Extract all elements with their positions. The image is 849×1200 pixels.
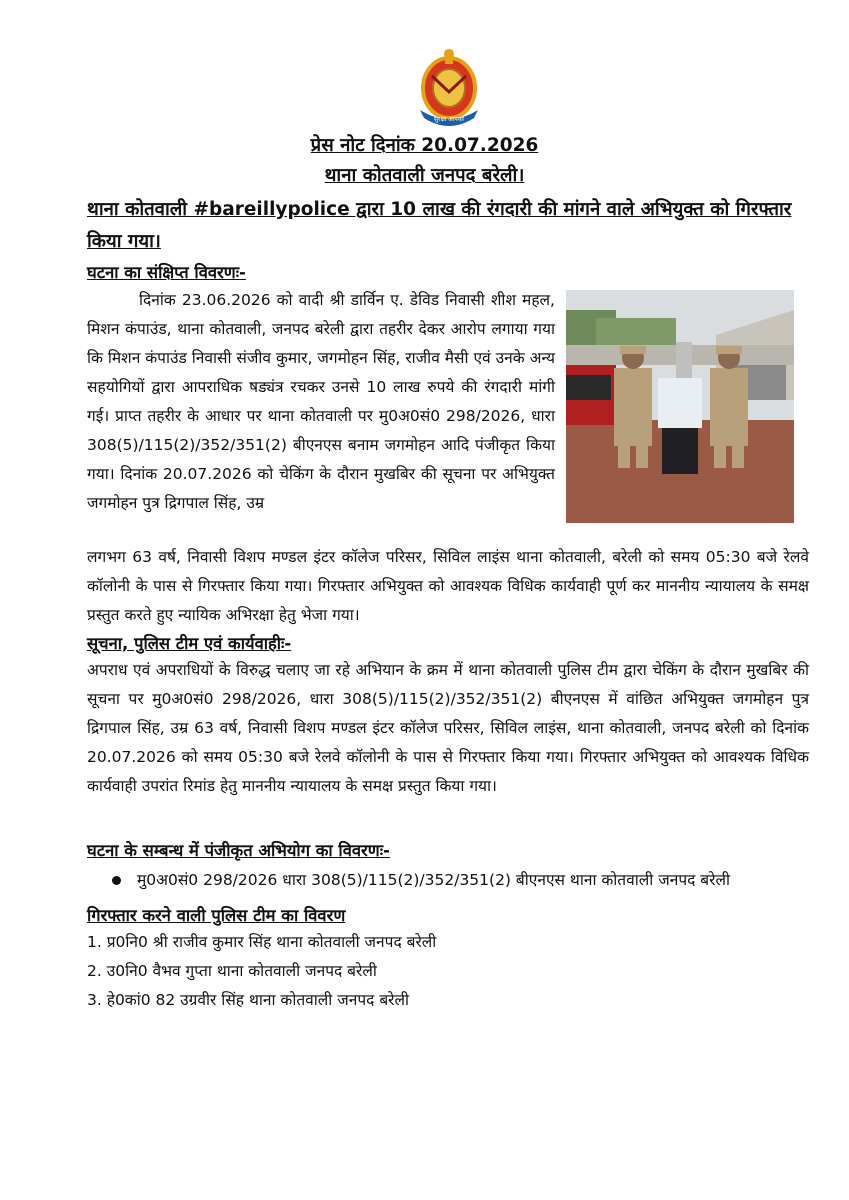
emblem-motto: सुरक्षा आपका [434,116,464,123]
police-station-title: थाना कोतवाली जनपद बरेली। [324,165,525,186]
team-list [87,928,436,1015]
incident-section-title: घटना का संक्षिप्त विवरणः- [87,263,246,282]
action-paragraph: अपराध एवं अपराधियों के विरुद्ध चलाए जा रहे अभियान के क्रम में थाना कोतवाली पुलिस टीम द्वारा चेकिंग के दौरान मुखबिर की सूचना पर मु0अ0सं0 298/2026, धारा 308(5)/115(2)/352/351(2) बीएनएस में वांछित अभियुक्त जगमोहन पुत्र द्रिगपाल सिंह, उम्र 63 वर्ष, निवासी विशप मण्डल इंटर कॉलेज परिसर, सिविल लाइंस, थाना कोतवाली, जनपद बरेली को दिनांक 20.07.2026 को समय 05:30 बजे रेलवे कॉलोनी के पास से गिरफ्तार किया गया। गिरफ्तार अभियुक्त को आवश्यक विधिक कार्यवाही उपरांत रिमांड हेतु माननीय न्यायालय के समक्ष प्रस्तुत किया गया। [87,661,809,795]
team-member: 1. प्र0नि0 श्री राजीव कुमार सिंह थाना कोतवाली जनपद बरेली [87,933,437,951]
incident-paragraph-2: लगभग 63 वर्ष, निवासी विशप मण्डल इंटर कॉलेज परिसर, सिविल लाइंस थाना कोतवाली, बरेली को समय 05:30 बजे रेलवे कॉलोनी के पास से गिरफ्तार किया गया। गिरफ्तार अभियुक्त को आवश्यक विधिक कार्यवाही पूर्ण कर माननीय न्यायालय के समक्ष प्रस्तुत करते हुए न्यायिक अभिरक्षा हेतु भेजा गया। [87,548,809,624]
up-police-emblem [410,48,488,130]
case-section-title: घटना के सम्बन्ध में पंजीकृत अभियोग का विवरणः- [87,841,390,860]
press-note-title: प्रेस नोट दिनांक 20.07.2026 [310,135,539,156]
bullet-icon [112,876,121,885]
case-item-text: मु0अ0सं0 298/2026 धारा 308(5)/115(2)/352/351(2) बीएनएस थाना कोतवाली जनपद बरेली [137,871,731,889]
team-section-title: गिरफ्तार करने वाली पुलिस टीम का विवरण [87,906,346,925]
team-member: 2. उ0नि0 वैभव गुप्ता थाना कोतवाली जनपद बरेली [87,962,377,980]
action-section-title: सूचना, पुलिस टीम एवं कार्यवाहीः- [87,634,292,653]
case-list-item [112,868,730,890]
news-headline: थाना कोतवाली #bareillypolice द्वारा 10 लाख की रंगदारी की मांगने वाले अभियुक्त को गिरफ्तार किया गया। [87,199,792,252]
team-member: 3. हे0कां0 82 उग्रवीर सिंह थाना कोतवाली जनपद बरेली [87,991,410,1009]
arrest-photo [566,290,794,523]
incident-paragraph-1: दिनांक 23.06.2026 को वादी श्री डार्विन ए. डेविड निवासी शीश महल, मिशन कंपाउंड, थाना कोतवाली, जनपद बरेली द्वारा तहरीर देकर आरोप लगाया गया कि मिशन कंपाउंड निवासी संजीव कुमार, जगमोहन सिंह, राजीव मैसी एवं उनके अन्य सहयोगियों द्वारा आपराधिक षड्यंत्र रचकर उनसे 10 लाख रुपये की रंगदारी मांगी गई। प्राप्त तहरीर के आधार पर थाना कोतवाली पर मु0अ0सं0 298/2026, धारा 308(5)/115(2)/352/351(2) बीएनएस बनाम जगमोहन आदि पंजीकृत किया गया। दिनांक 20.07.2026 को चेकिंग के दौरान मुखबिर की सूचना पर अभियुक्त जगमोहन पुत्र द्रिगपाल सिंह, उम्र [87,291,555,512]
